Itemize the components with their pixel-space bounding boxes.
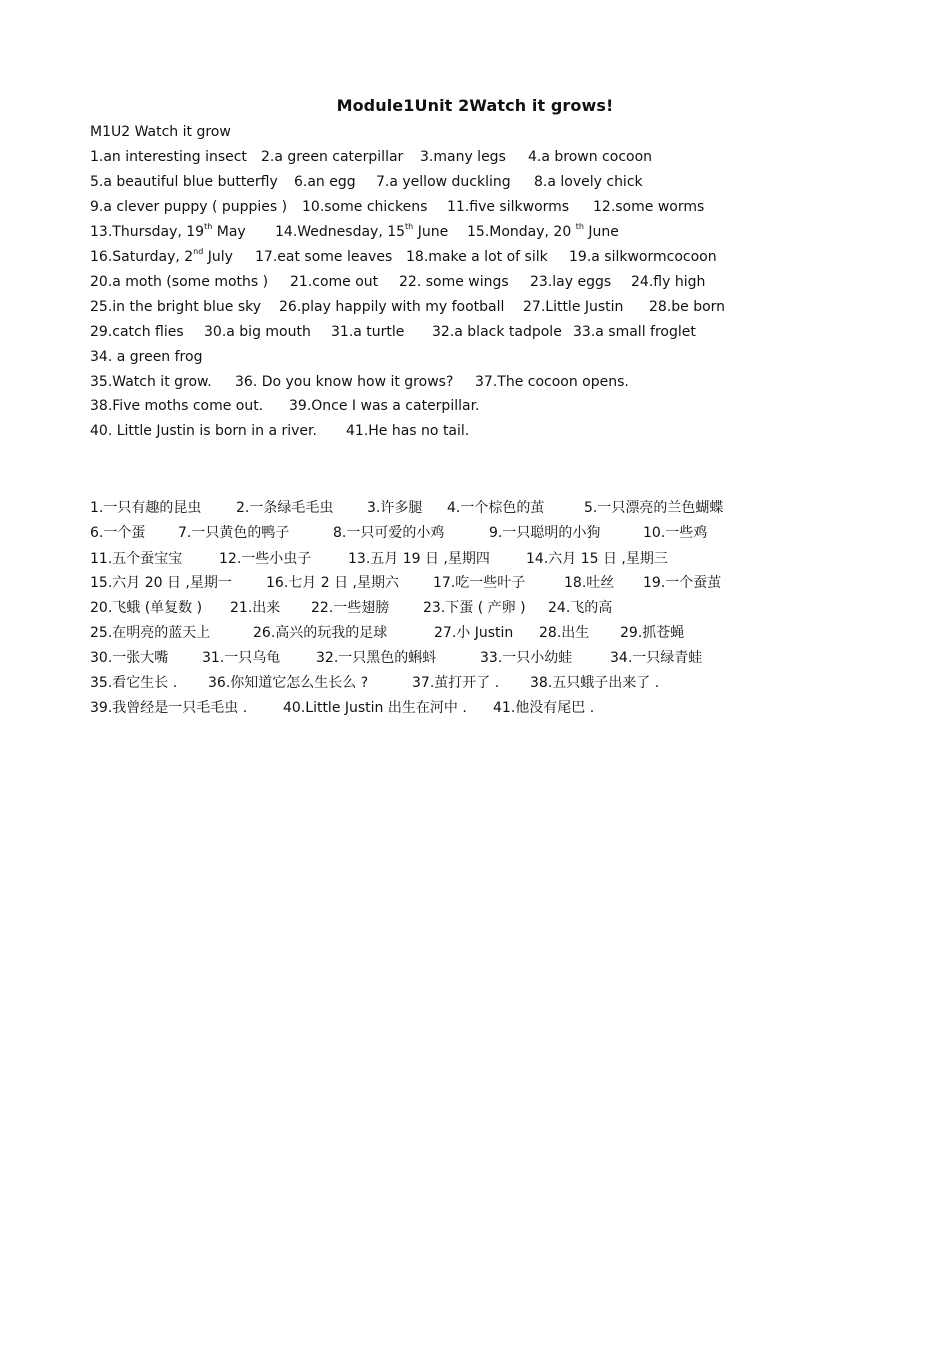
english-item-text: 9.a clever puppy ( puppies ) [90,199,288,215]
chinese-item [548,597,612,617]
english-item [530,274,611,290]
chinese-line [90,497,930,517]
chinese-item-text: 31.一只乌龟 [202,650,281,666]
chinese-item-text: 34.一只绿青蛙 [610,650,703,666]
chinese-item-text: 15.六月 20 日 ,星期一 [90,575,232,591]
chinese-item [236,497,333,517]
english-line [90,249,930,269]
english-item-suffix: June [583,224,619,240]
english-item-text: 40. Little Justin is born in a river. [90,423,317,439]
english-item [290,274,378,290]
english-item [569,249,717,265]
english-item [631,274,705,290]
english-item-text: 39.Once I was a caterpillar. [289,398,480,414]
english-item-text: 17.eat some leaves [255,249,393,265]
english-item-text: 20.a moth (some moths ) [90,274,269,290]
english-item [289,398,480,414]
chinese-line [90,622,930,642]
english-line [90,324,930,344]
english-item [432,324,562,340]
english-item [406,249,548,265]
english-line [90,299,930,319]
chinese-item [230,597,280,617]
chinese-item-text: 27.小 Justin [434,625,514,641]
chinese-line [90,672,930,692]
english-item-text: 6.an egg [294,174,356,190]
chinese-item-text: 16.七月 2 日 ,星期六 [266,575,399,591]
english-line [90,374,930,394]
chinese-item [202,647,280,667]
chinese-item-text: 21.出来 [230,600,281,616]
english-item [90,224,246,240]
chinese-item-text: 10.一些鸡 [643,525,708,541]
chinese-item [564,572,614,592]
english-item [90,324,184,340]
english-item-text: 1.an interesting insect [90,149,247,165]
english-item [523,299,623,315]
chinese-item [90,522,145,542]
english-item-suffix: July [203,249,233,265]
chinese-item [253,622,387,642]
chinese-item-text: 18.吐丝 [564,575,615,591]
chinese-item [539,622,589,642]
chinese-line [90,647,930,667]
english-item [331,324,404,340]
english-item-text: 41.He has no tail. [346,423,470,439]
chinese-item-text: 6.一个蛋 [90,525,146,541]
chinese-item [447,497,544,517]
chinese-item-text: 13.五月 19 日 ,星期四 [348,551,490,567]
english-item [90,349,202,365]
chinese-item-text: 28.出生 [539,625,590,641]
chinese-item-text: 35.看它生长 . [90,675,178,691]
chinese-item [90,597,202,617]
english-item-text: 16.Saturday, 2 [90,249,194,265]
english-item-text: 13.Thursday, 19 [90,224,205,240]
chinese-item [283,697,467,717]
chinese-item-text: 24.飞的高 [548,600,613,616]
english-item [399,274,509,290]
english-item-suffix: May [212,224,246,240]
english-item-text: 23.lay eggs [530,274,612,290]
chinese-item [90,697,247,717]
ordinal-superscript: th [575,222,584,231]
ordinal-superscript: th [405,222,414,231]
chinese-item-text: 40.Little Justin 出生在河中 . [283,700,467,716]
english-item [90,398,263,414]
chinese-line [90,697,930,717]
english-line [90,199,930,219]
english-item [376,174,511,190]
chinese-item [620,622,684,642]
chinese-item [489,522,600,542]
english-item [475,374,629,390]
chinese-item [584,497,723,517]
chinese-item [480,647,572,667]
english-item-text: 37.The cocoon opens. [475,374,629,390]
chinese-item-text: 32.一只黑色的蝌蚪 [316,650,437,666]
english-item-text: 28.be born [649,299,726,315]
ordinal-superscript: nd [193,247,204,256]
english-item [235,374,453,390]
chinese-item-text: 25.在明亮的蓝天上 [90,625,211,641]
chinese-item [90,572,232,592]
chinese-item [219,548,311,568]
english-item-text: 2.a green caterpillar [261,149,404,165]
page-title: Module1Unit 2Watch it grows! [336,96,614,115]
english-line [90,349,930,369]
chinese-item-text: 14.六月 15 日 ,星期三 [526,551,668,567]
english-item [90,299,261,315]
english-item-text: 7.a yellow duckling [376,174,511,190]
chinese-item [526,548,668,568]
chinese-item-text: 9.一只聪明的小狗 [489,525,601,541]
chinese-line [90,548,930,568]
chinese-item [311,597,389,617]
english-item [346,423,469,439]
english-item-text: 22. some wings [399,274,509,290]
english-item-text: 3.many legs [420,149,506,165]
english-item [528,149,652,165]
chinese-item-text: 3.许多腿 [367,500,423,516]
english-item-suffix: June [413,224,449,240]
english-item-text: 10.some chickens [302,199,428,215]
english-item [420,149,506,165]
chinese-item [316,647,436,667]
english-line [90,174,930,194]
english-item [90,149,247,165]
english-item [275,224,448,240]
english-item-text: 33.a small froglet [573,324,696,340]
chinese-item-text: 38.五只蛾子出来了 . [530,675,660,691]
english-item-text: 32.a black tadpole [432,324,562,340]
chinese-line [90,522,930,542]
chinese-item [643,522,707,542]
english-item [90,374,212,390]
chinese-item [643,572,721,592]
chinese-item-text: 41.他没有尾巴 . [493,700,595,716]
chinese-item [367,497,422,517]
english-item-text: 27.Little Justin [523,299,624,315]
chinese-line [90,572,930,592]
english-item-text: 18.make a lot of silk [406,249,548,265]
english-item [90,249,233,265]
english-line [90,149,930,169]
english-item [302,199,427,215]
chinese-item [178,522,289,542]
chinese-item-text: 1.一只有趣的昆虫 [90,500,202,516]
chinese-item-text: 30.一张大嘴 [90,650,169,666]
chinese-item [423,597,526,617]
chinese-item [90,548,182,568]
english-item [261,149,403,165]
english-item-text: 25.in the bright blue sky [90,299,262,315]
english-line [90,398,930,418]
chinese-item-text: 29.抓苍蝇 [620,625,685,641]
chinese-item-text: 11.五个蚕宝宝 [90,551,183,567]
chinese-item [493,697,594,717]
english-item [90,274,268,290]
chinese-item-text: 19.一个蚕茧 [643,575,722,591]
chinese-item-text: 12.一些小虫子 [219,551,312,567]
english-item-text: 24.fly high [631,274,706,290]
chinese-item-text: 5.一只漂亮的兰色蝴蝶 [584,500,724,516]
chinese-line [90,597,930,617]
english-item-text: 29.catch flies [90,324,184,340]
english-item [90,174,278,190]
english-item-text: 15.Monday, 20 [467,224,576,240]
english-item [90,423,317,439]
chinese-item [266,572,399,592]
english-item [447,199,569,215]
english-item [649,299,725,315]
english-item [534,174,643,190]
chinese-item-text: 33.一只小幼蛙 [480,650,573,666]
english-item [573,324,696,340]
chinese-item-text: 7.一只黄色的鸭子 [178,525,290,541]
chinese-item-text: 17.吃一些叶子 [433,575,526,591]
chinese-item [530,672,659,692]
chinese-item-text: 23.下蛋 ( 产卵 ) [423,600,526,616]
chinese-item-text: 4.一个棕色的茧 [447,500,545,516]
chinese-item [610,647,702,667]
chinese-item-text: 2.一条绿毛毛虫 [236,500,334,516]
chinese-item [433,572,525,592]
english-item [90,199,287,215]
english-item-text: 30.a big mouth [204,324,311,340]
chinese-item [90,672,177,692]
chinese-item [90,497,201,517]
english-item-text: 38.Five moths come out. [90,398,264,414]
chinese-item [90,622,210,642]
english-line [90,274,930,294]
chinese-item-text: 8.一只可爱的小鸡 [333,525,445,541]
english-item-text: 35.Watch it grow. [90,374,212,390]
english-item-text: 26.play happily with my football [279,299,505,315]
english-item-text: 14.Wednesday, 15 [275,224,406,240]
chinese-item [90,647,168,667]
ordinal-superscript: th [204,222,213,231]
chinese-item-text: 39.我曾经是一只毛毛虫 . [90,700,248,716]
english-item-text: 36. Do you know how it grows? [235,374,454,390]
chinese-item [434,622,513,642]
chinese-item-text: 37.茧打开了 . [412,675,500,691]
english-item-text: 8.a lovely chick [534,174,643,190]
english-item-text: 31.a turtle [331,324,405,340]
english-item [279,299,504,315]
chinese-item [333,522,444,542]
chinese-item [208,672,368,692]
chinese-item [412,672,499,692]
english-item [593,199,704,215]
english-item-text: 21.come out [290,274,379,290]
english-item [255,249,392,265]
english-item-text: 4.a brown cocoon [528,149,653,165]
english-item-text: 11.five silkworms [447,199,570,215]
chinese-item [348,548,490,568]
chinese-item-text: 22.一些翅膀 [311,600,390,616]
english-item-text: 12.some worms [593,199,705,215]
english-item-text: 19.a silkwormcocoon [569,249,717,265]
chinese-item-text: 36.你知道它怎么生长么 ? [208,675,369,691]
chinese-item-text: 20.飞蛾 (单复数 ) [90,600,203,616]
english-item-text: 5.a beautiful blue butterfly [90,174,278,190]
english-item [467,224,619,240]
english-item [204,324,311,340]
chinese-item-text: 26.高兴的玩我的足球 [253,625,388,641]
english-line [90,423,930,443]
english-line [90,224,930,244]
english-item-text: 34. a green frog [90,349,203,365]
english-item [294,174,356,190]
page-subtitle: M1U2 Watch it grow [90,124,231,140]
